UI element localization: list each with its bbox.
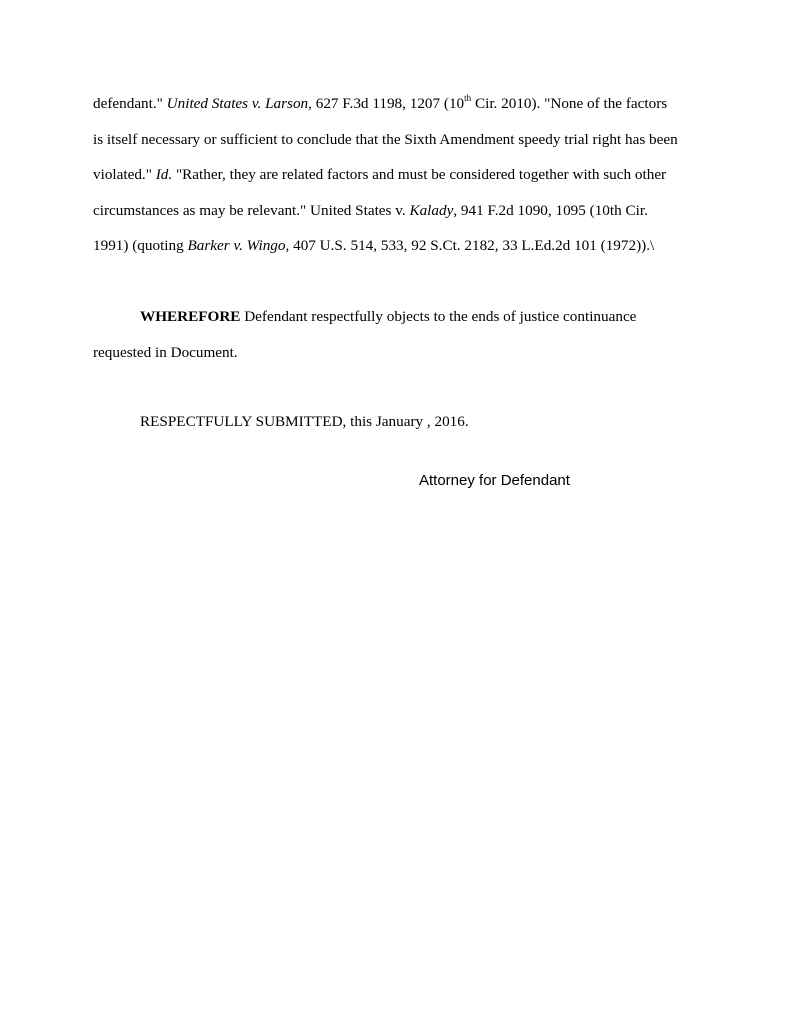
- text-run: Cir. 2010). "None of the factors: [471, 95, 668, 112]
- wherefore-line-2: requested in Document.: [93, 344, 238, 361]
- submitted-line: RESPECTFULLY SUBMITTED, this January , 2016.: [140, 413, 469, 430]
- text-run: violated.": [93, 166, 156, 183]
- text-run: defendant.": [93, 95, 167, 112]
- paragraph-line-4: [93, 202, 648, 220]
- text-run: , 627 F.3d 1198, 1207 (10: [308, 95, 465, 112]
- wherefore-heading: WHEREFORE: [140, 308, 241, 325]
- text-run: Defendant respectfully objects to the ends of justice continuance: [240, 308, 637, 325]
- wherefore-line-1: [140, 308, 636, 326]
- text-run: , 407 U.S. 514, 533, 92 S.Ct. 2182, 33 L.Ed.2d 101 (1972)).\: [285, 237, 655, 254]
- text-run: , 941 F.2d 1090, 1095 (10th Cir.: [453, 202, 648, 219]
- text-run: "Rather, they are related factors and must be considered together with such other: [172, 166, 667, 183]
- paragraph-line-5: [93, 237, 654, 255]
- text-run: 1991) (quoting: [93, 237, 188, 254]
- case-name-larson: United States v. Larson: [166, 95, 309, 112]
- paragraph-line-3: [93, 166, 666, 184]
- citation-id: Id.: [155, 166, 173, 183]
- paragraph-line-1: [93, 92, 668, 113]
- case-name-kalady: Kalady: [409, 202, 454, 219]
- signature-label: Attorney for Defendant: [419, 472, 570, 489]
- ordinal-superscript: th: [464, 92, 472, 103]
- paragraph-line-2: is itself necessary or sufficient to conclude that the Sixth Amendment speedy trial right has been: [93, 131, 678, 148]
- case-name-barker: Barker v. Wingo: [187, 237, 286, 254]
- text-run: circumstances as may be relevant." United States v.: [93, 202, 410, 219]
